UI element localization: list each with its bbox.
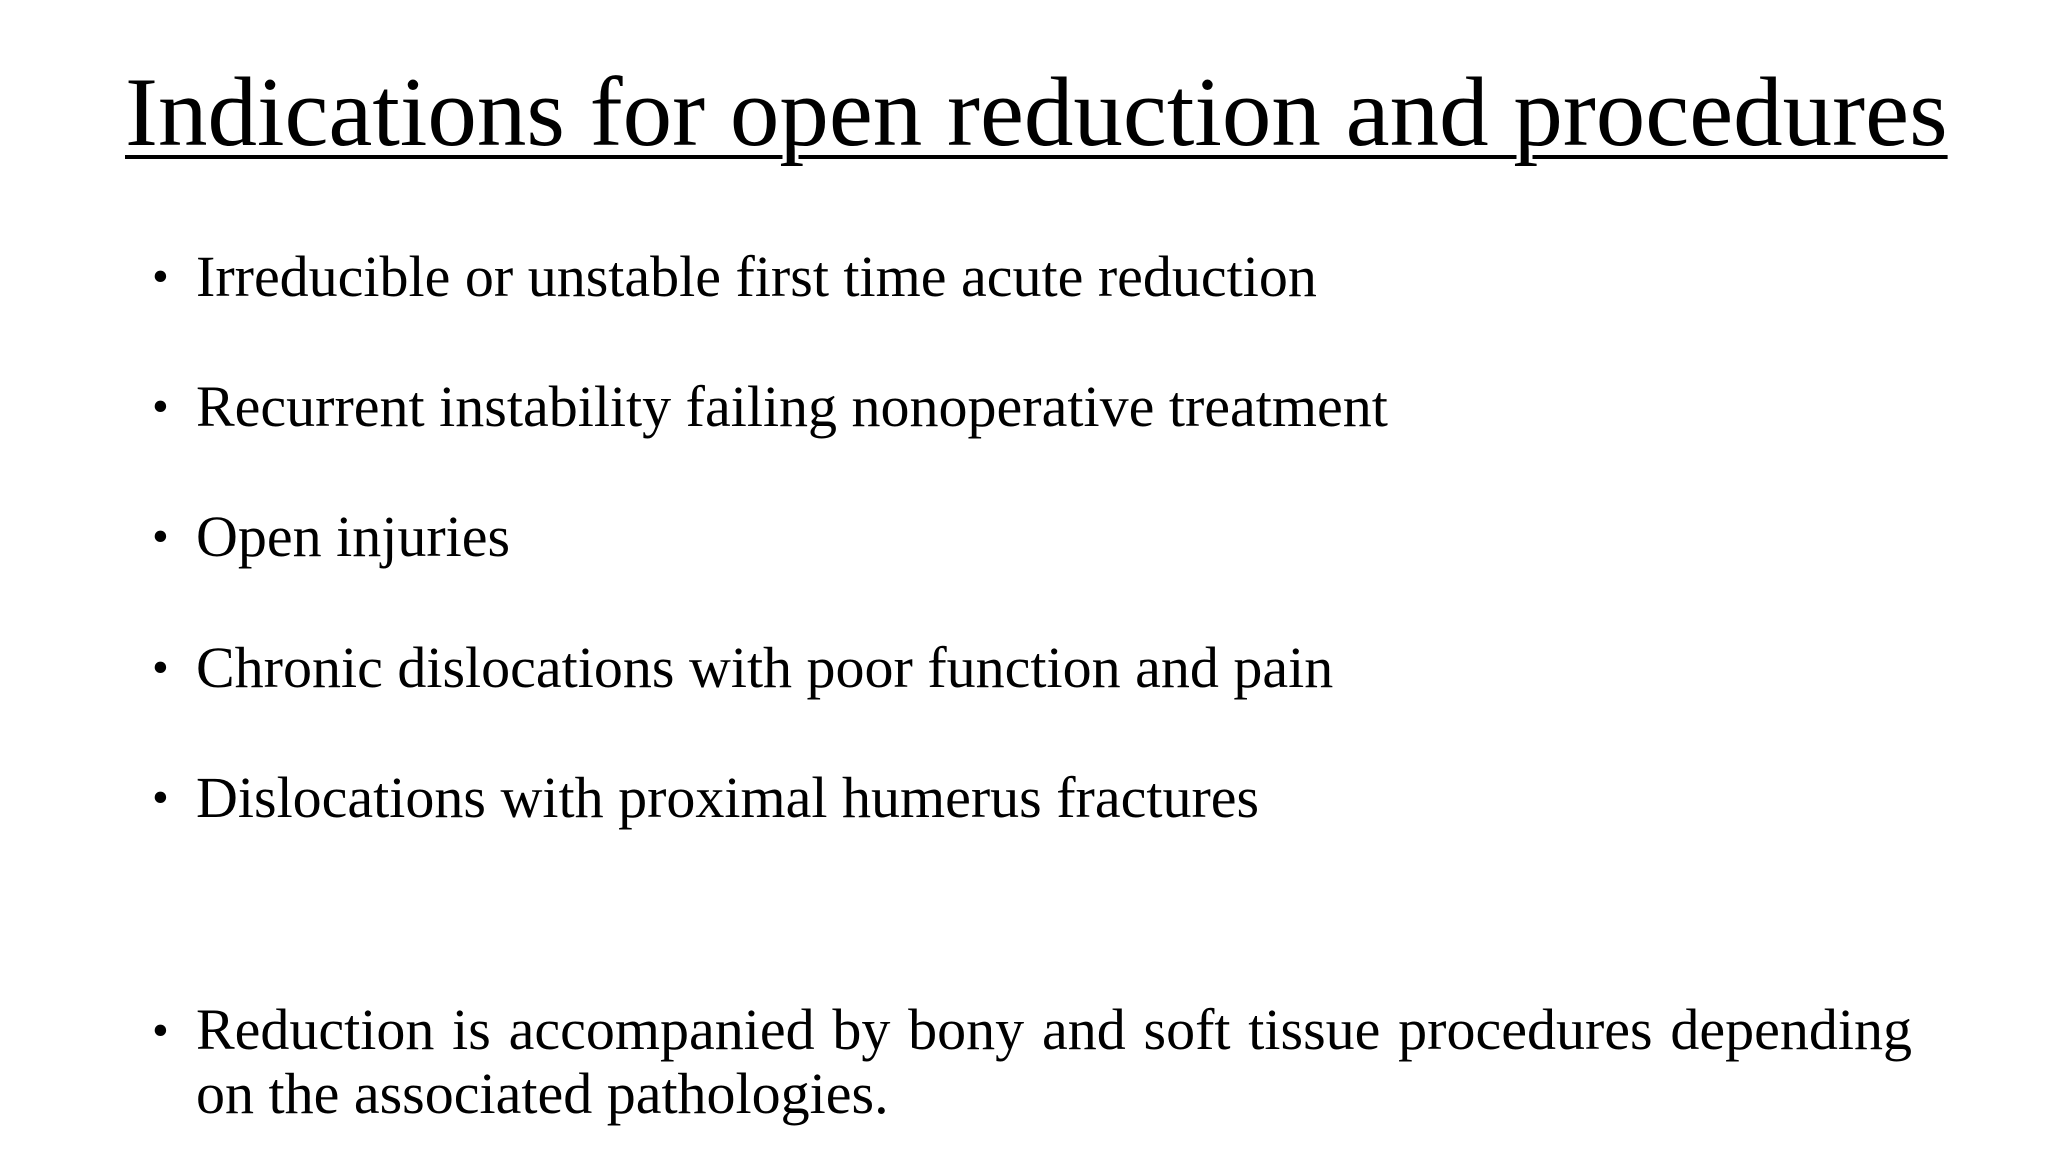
bullet-text: Dislocations with proximal humerus fractures — [196, 765, 1260, 830]
bullet-dot-icon: • — [152, 1004, 169, 1057]
bullet-text: Open injuries — [196, 504, 511, 569]
bullet-dot-icon: • — [152, 510, 169, 563]
bullet-item — [152, 765, 1259, 831]
bullet-dot-icon: • — [152, 380, 169, 433]
bullet-text: Reduction is accompanied by bony and soft tissue procedures depending on the associated pathologies. — [196, 997, 1912, 1126]
bullet-item — [152, 244, 1317, 310]
bullet-text: Recurrent instability failing nonoperative treatment — [196, 374, 1388, 439]
bullet-text: Chronic dislocations with poor function and pain — [196, 635, 1334, 700]
bullet-item — [152, 635, 1333, 701]
bullet-text: Irreducible or unstable first time acute reduction — [196, 244, 1317, 309]
bullet-dot-icon: • — [152, 250, 169, 303]
bullet-dot-icon: • — [152, 641, 169, 694]
bullet-dot-icon: • — [152, 771, 169, 824]
bullet-item — [152, 374, 1388, 440]
bullet-item — [152, 998, 1912, 1126]
slide-title: Indications for open reduction and procedures — [125, 58, 1948, 167]
bullet-item — [152, 504, 510, 570]
